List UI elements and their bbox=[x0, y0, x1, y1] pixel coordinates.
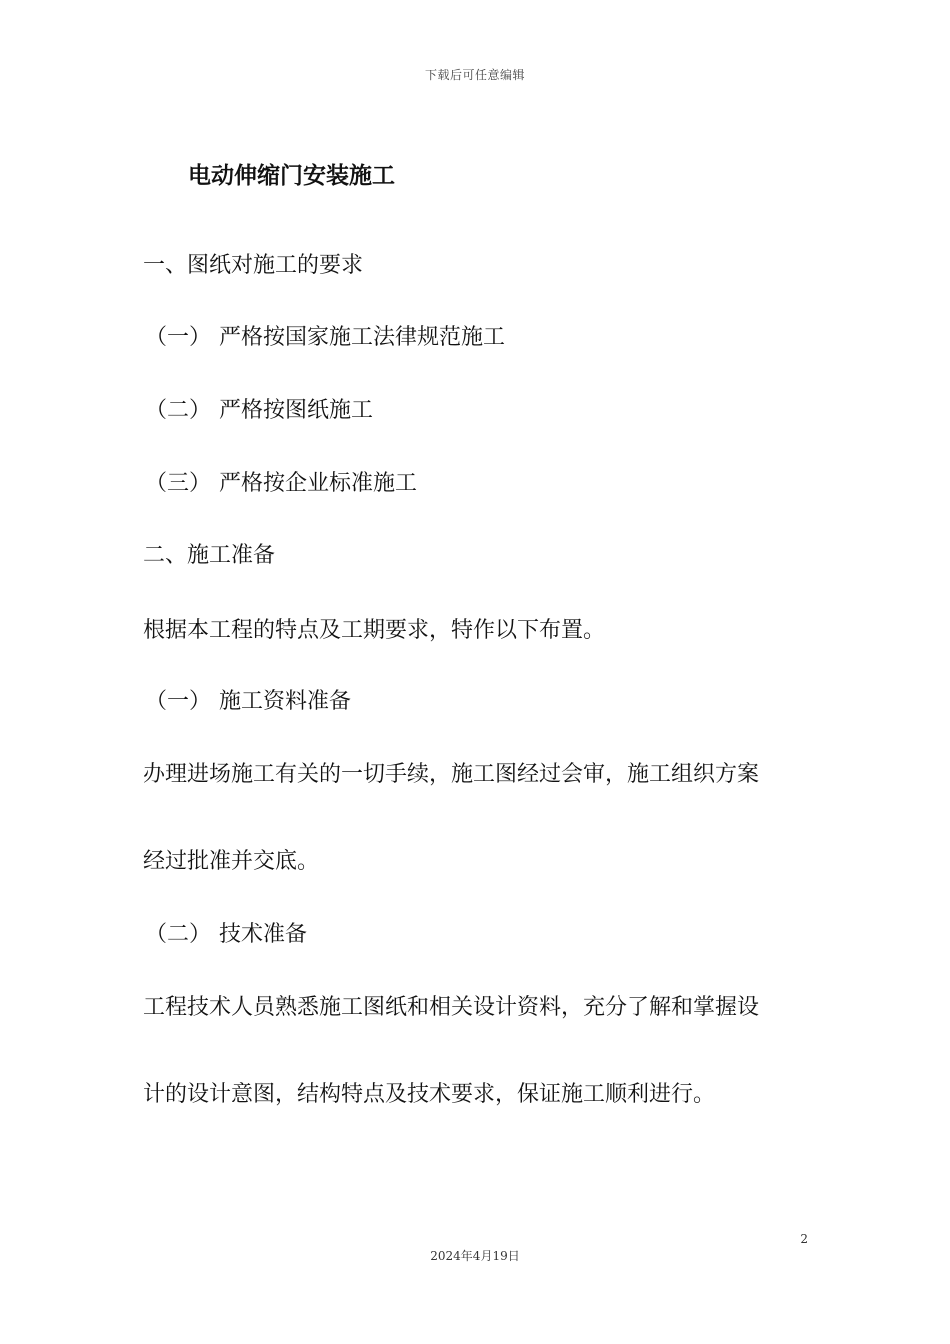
item-number: （二） bbox=[145, 922, 212, 947]
footer-date: 2024年4月19日 bbox=[430, 1249, 520, 1263]
item-text: 严格按国家施工法律规范施工 bbox=[219, 325, 506, 350]
paragraph-2-line-1: 工程技术人员熟悉施工图纸和相关设计资料，充分了解和掌握设 bbox=[143, 995, 760, 1020]
item-text: 技术准备 bbox=[219, 922, 308, 947]
section-2-intro: 根据本工程的特点及工期要求，特作以下布置。 bbox=[143, 618, 606, 643]
document-title: 电动伸缩门安装施工 bbox=[188, 163, 395, 189]
paragraph-1-line-1: 办理进场施工有关的一切手续，施工图经过会审，施工组织方案 bbox=[143, 762, 760, 787]
item-number: （三） bbox=[145, 471, 212, 496]
section-1-item-1 bbox=[145, 323, 505, 353]
item-number: （一） bbox=[145, 325, 212, 350]
section-1-item-2 bbox=[145, 396, 373, 426]
header-note: 下载后可任意编辑 bbox=[424, 68, 525, 82]
section-2-sub-1 bbox=[145, 687, 351, 717]
item-number: （二） bbox=[145, 398, 212, 423]
item-number: （一） bbox=[145, 689, 212, 714]
paragraph-1-line-2: 经过批准并交底。 bbox=[143, 849, 320, 874]
section-1-item-3 bbox=[145, 469, 417, 499]
paragraph-2-line-2: 计的设计意图，结构特点及技术要求，保证施工顺利进行。 bbox=[143, 1082, 716, 1107]
item-text: 严格按企业标准施工 bbox=[219, 471, 418, 496]
item-text: 施工资料准备 bbox=[219, 689, 352, 714]
section-2-heading: 二、施工准备 bbox=[143, 543, 276, 568]
page-number: 2 bbox=[800, 1232, 808, 1246]
item-text: 严格按图纸施工 bbox=[219, 398, 374, 423]
section-2-sub-2 bbox=[145, 920, 307, 950]
section-1-heading: 一、图纸对施工的要求 bbox=[143, 253, 364, 278]
